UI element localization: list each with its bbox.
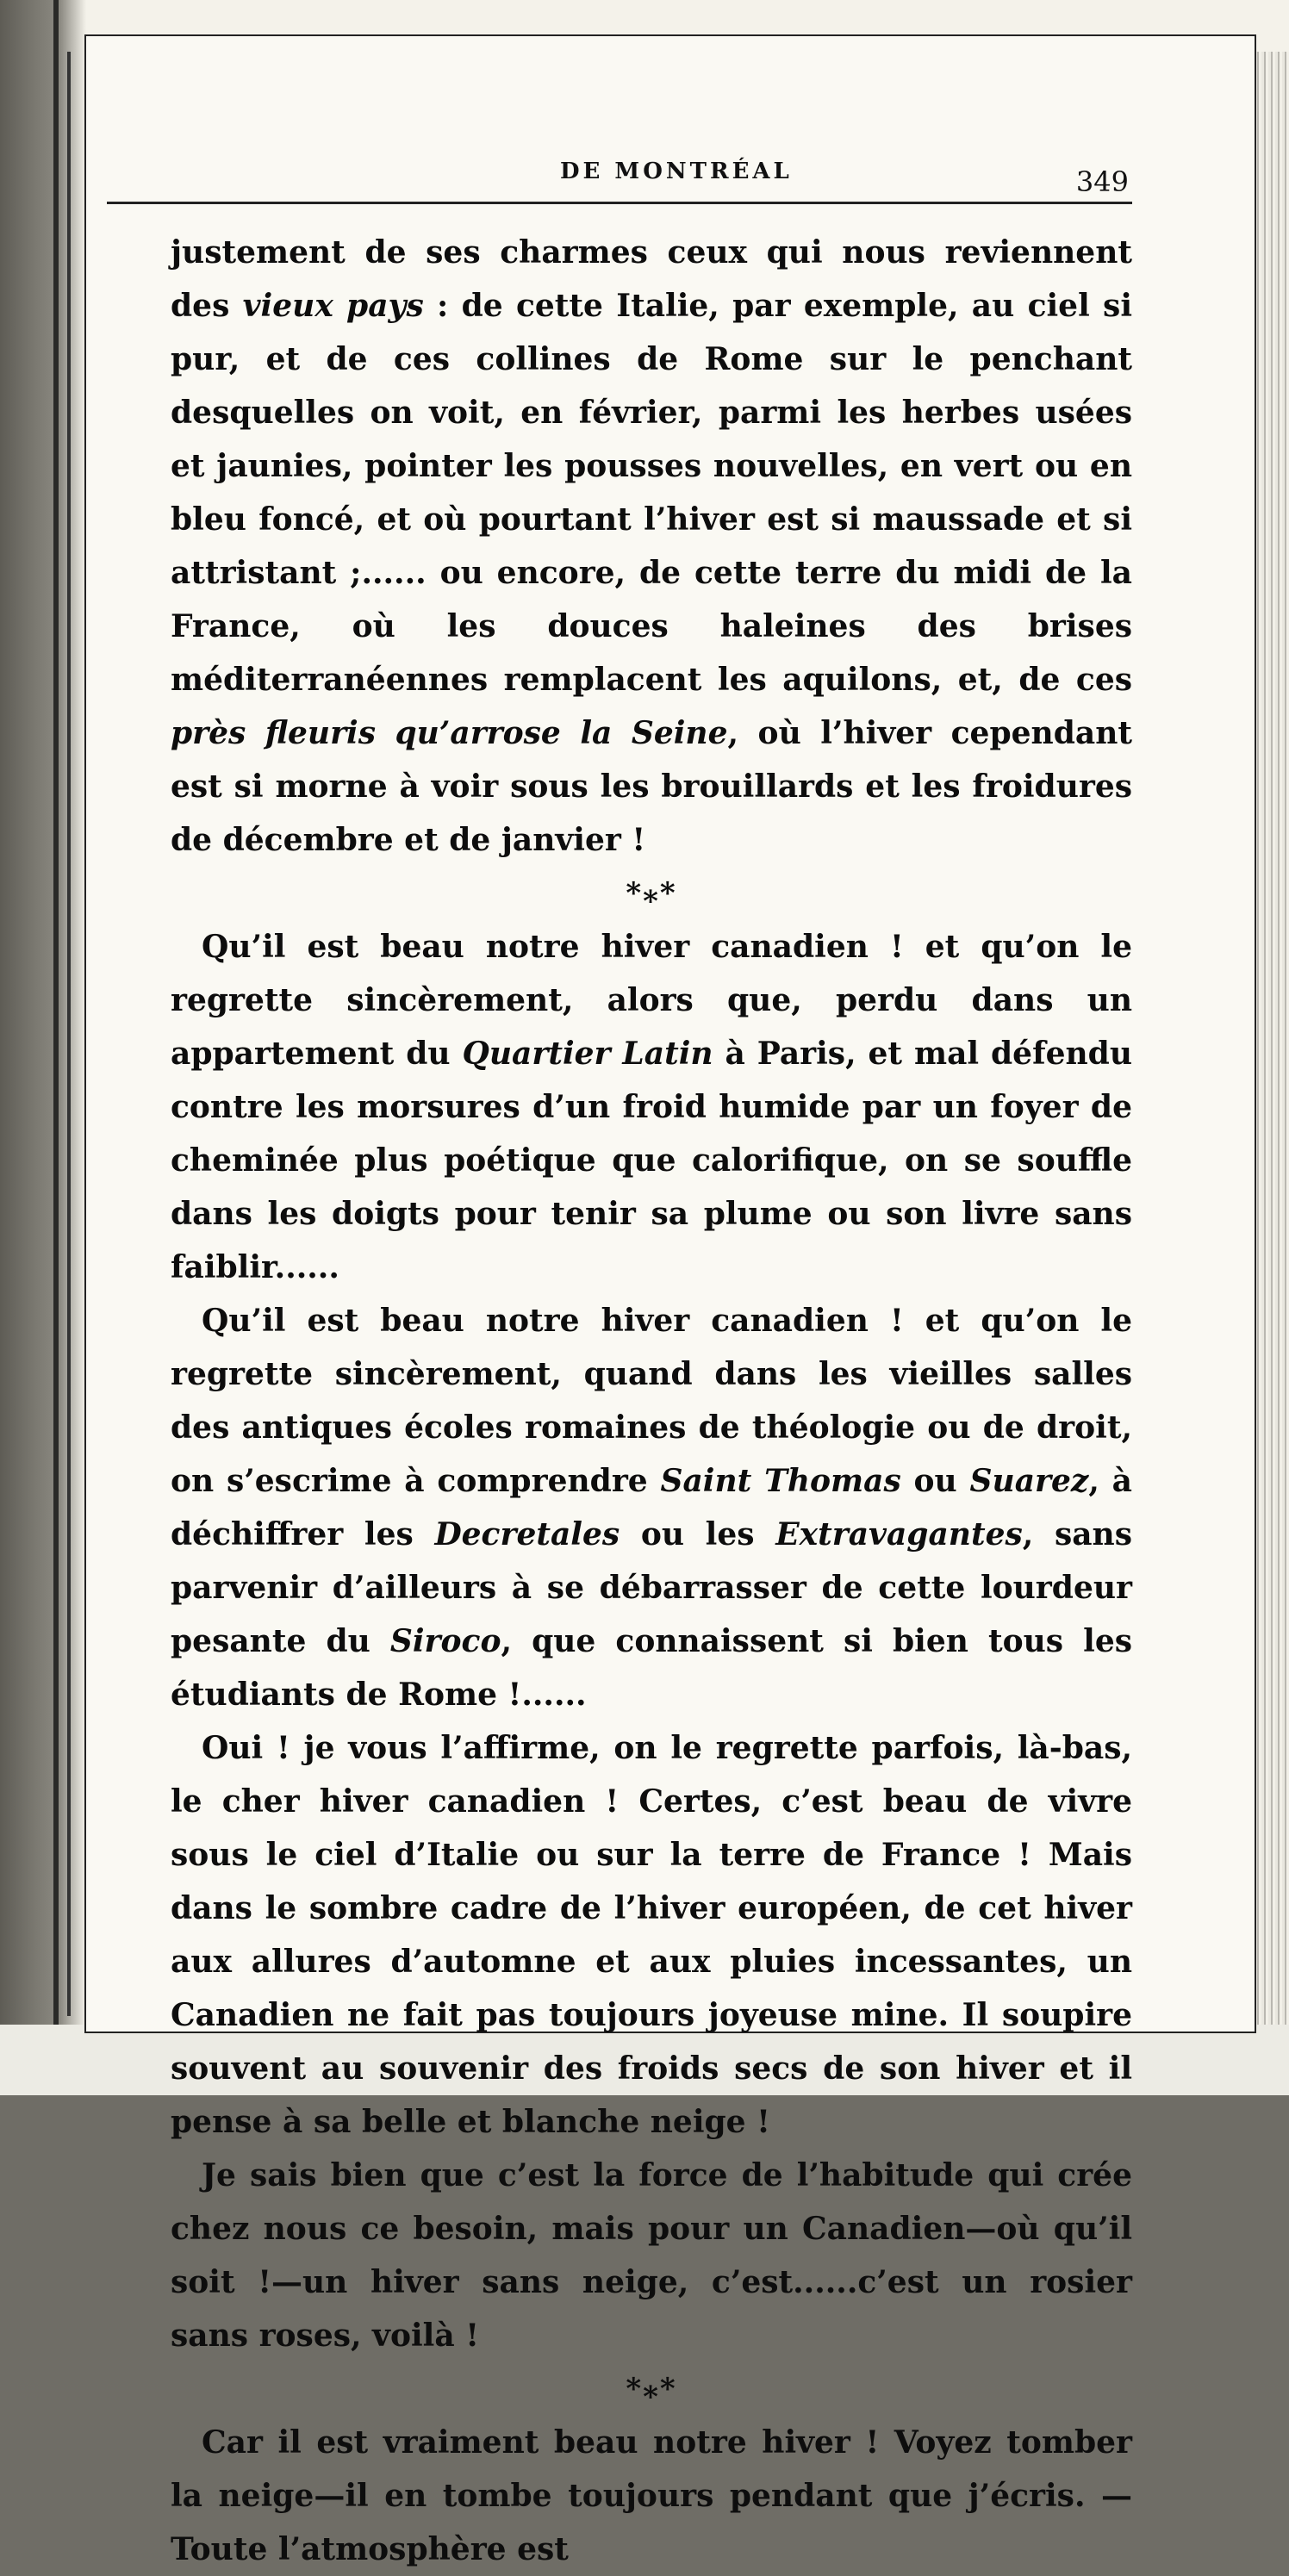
body-text (171, 226, 1132, 2576)
paragraph-4: Oui ! je vous l’affirme, on le regrette parfois, là-bas, le cher hiver canadien ! Certes, c’est beau de vivre sous le ciel d’Italie ou sur la terre de France ! Mais dans le sombre cadre de l’hiver européen, de cet hiver aux allures d’automne et aux pluies incessantes, un Canadien ne fait pas toujours joyeuse mine. Il soupire souvent au souvenir des froids secs de son hiver et il pense à sa belle et blanche neige ! (171, 1730, 1132, 2140)
left-page-edge-inner (67, 52, 71, 2016)
paragraph-1: justement de ses charmes ceux qui nous reviennent des vieux pays : de cette Italie, par exemple, au ciel si pur, et de ces collines de Rome sur le penchant desquelles on voit, en février, parmi les herbes usées et jaunies, pointer les pousses nouvelles, en vert ou en bleu foncé, et où pourtant l’hiver est si maussade et si attristant ;...... ou encore, de cette terre du midi de la France, où les douces haleines des brises méditerranéennes remplacent les aquilons, et, de ces près fleuris qu’arrose la Seine, où l’hiver cependant est si morne à voir sous les brouillards et les froidures de décembre et de janvier ! (171, 234, 1132, 858)
paragraph-5: Je sais bien que c’est la force de l’habitude qui crée chez nous ce besoin, mais pour un Canadien—où qu’il soit !—un hiver sans neige, c’est......c’est un rosier sans roses, voilà ! (171, 2157, 1132, 2354)
header-rule (107, 202, 1132, 204)
section-break-asterism: *⁎* (626, 876, 677, 911)
page-header (103, 121, 1129, 198)
paragraph-3: Qu’il est beau notre hiver canadien ! et qu’on le regrette sincèrement, quand dans les vieilles salles des antiques écoles romaines de théologie ou de droit, on s’escrime à comprendre Saint Thomas ou Suarez, à déchiffrer les Decretales ou les Extravagantes, sans parvenir d’ailleurs à se débarrasser de cette lourdeur pesante du Siroco, que connaissent si bien tous les étudiants de Rome !...... (171, 1303, 1132, 1713)
section-break-asterism-2: *⁎* (626, 2372, 677, 2406)
left-page-edge (53, 0, 59, 2095)
paragraph-6: Car il est vraiment beau notre hiver ! Voyez tomber la neige—il en tombe toujours pendant que j’écris. — Toute l’atmosphère est (171, 2424, 1132, 2567)
paragraph-2: Qu’il est beau notre hiver canadien ! et qu’on le regrette sincèrement, alors que, perdu dans un appartement du Quartier Latin à Paris, et mal défendu contre les morsures d’un froid humide par un foyer de cheminée plus poétique que calorifique, on se souffle dans les doigts pour tenir sa plume ou son livre sans faiblir...... (171, 929, 1132, 1285)
running-title: DE MONTRÉAL (560, 159, 793, 184)
page-number: 349 (1075, 165, 1129, 198)
